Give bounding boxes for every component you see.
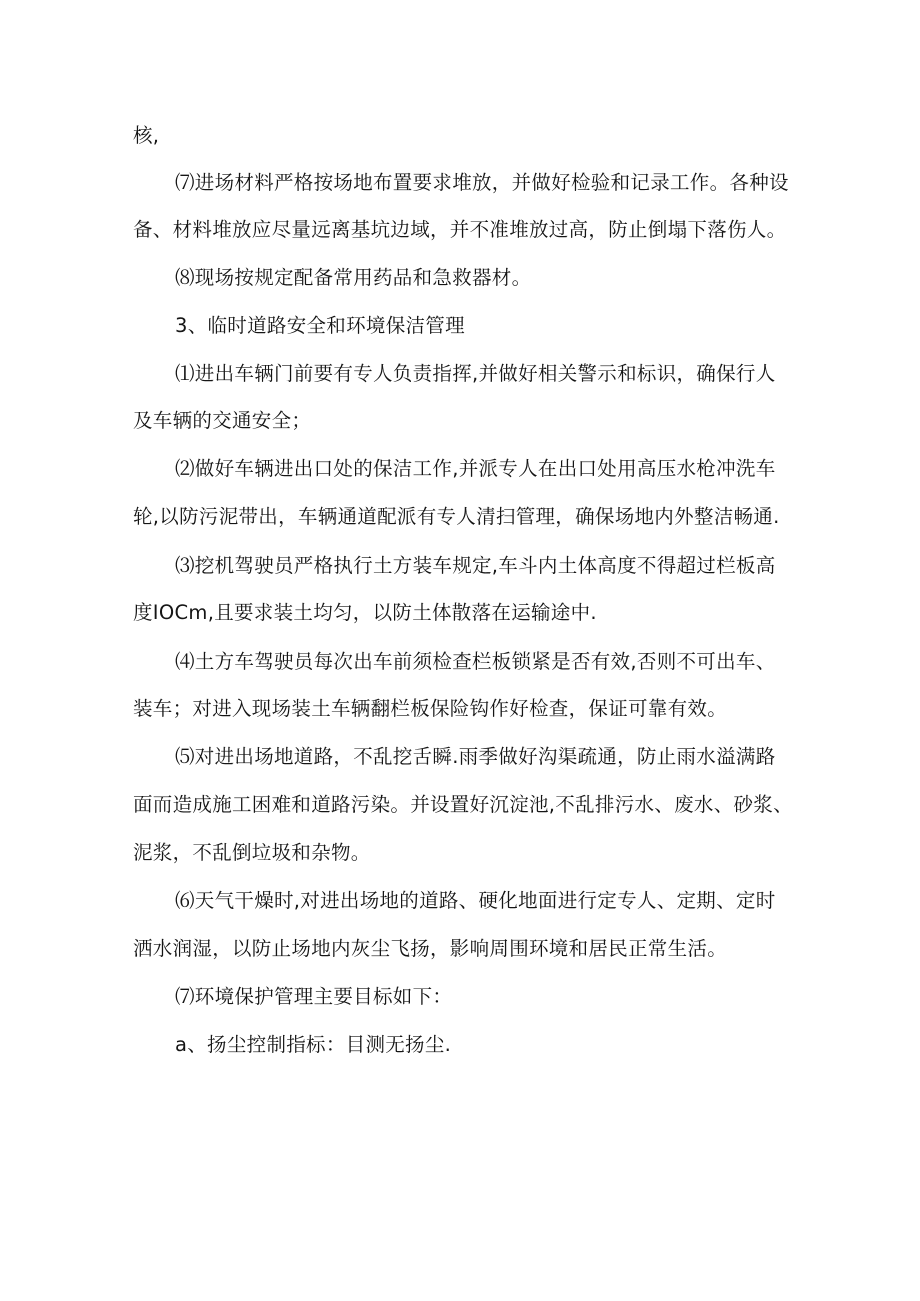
paragraph-5-roads-line-3: 泥浆，不乱倒垃圾和杂物。 [133,841,371,864]
paragraph-7-materials-line-1: ⑺进场材料严格按场地布置要求堆放，并做好检验和记录工作。各种设 [175,171,789,194]
paragraph-5-roads-line-1: ⑸对进出场地道路，不乱挖舌瞬.雨季做好沟渠疏通，防止雨水溢满路 [175,745,776,768]
paragraph-6-dust-line-2: 洒水润湿，以防止场地内灰尘飞扬，影响周围环境和居民正常生活。 [133,937,728,960]
section-3-heading: 3、临时道路安全和环境保洁管理 [175,314,465,337]
paragraph-2-cleaning-line-2: 轮,以防污泥带出，车辆通道配派有专人清扫管理，确保场地内外整洁畅通. [133,505,780,528]
paragraph-7-materials-line-2: 备、材料堆放应尽量远离基坑边域，并不准堆放过高，防止倒塌下落伤人。 [133,218,787,241]
paragraph-4-inspection-line-2: 装车；对进入现场装土车辆翻栏板保险钩作好检查，保证可靠有效。 [133,697,728,720]
item-a-dust-control: a、扬尘控制指标：目测无扬尘. [175,1033,452,1056]
paragraph-2-cleaning-line-1: ⑵做好车辆进出口处的保洁工作,并派专人在出口处用高压水枪冲洗车 [175,457,776,480]
paragraph-5-roads-line-2: 面而造成施工困难和道路污染。并设置好沉淀池,不乱排污水、废水、砂浆、 [133,793,793,816]
paragraph-3-loading-line-1: ⑶挖机驾驶员严格执行土方装车规定,车斗内土体高度不得超过栏板高 [175,554,776,577]
paragraph-1-traffic-line-2: 及车辆的交通安全； [133,409,312,432]
paragraph-4-inspection-line-1: ⑷土方车驾驶员每次出车前须检查栏板锁紧是否有效,否则不可出车、 [175,650,776,673]
paragraph-6-dust-line-1: ⑹天气干燥时,对进出场地的道路、硬化地面进行定专人、定期、定时 [175,889,776,912]
paragraph-1-traffic-line-1: ⑴进出车辆门前要有专人负责指挥,并做好相关警示和标识，确保行人 [175,362,776,385]
paragraph-3-loading-line-2: 度IOCm,且要求装土均匀，以防土体散落在运输途中. [133,601,597,624]
text-line: 核, [133,124,160,147]
paragraph-8-first-aid: ⑻现场按规定配备常用药品和急救器材。 [175,266,532,289]
paragraph-7-targets: ⑺环境保护管理主要目标如下： [175,985,453,1008]
